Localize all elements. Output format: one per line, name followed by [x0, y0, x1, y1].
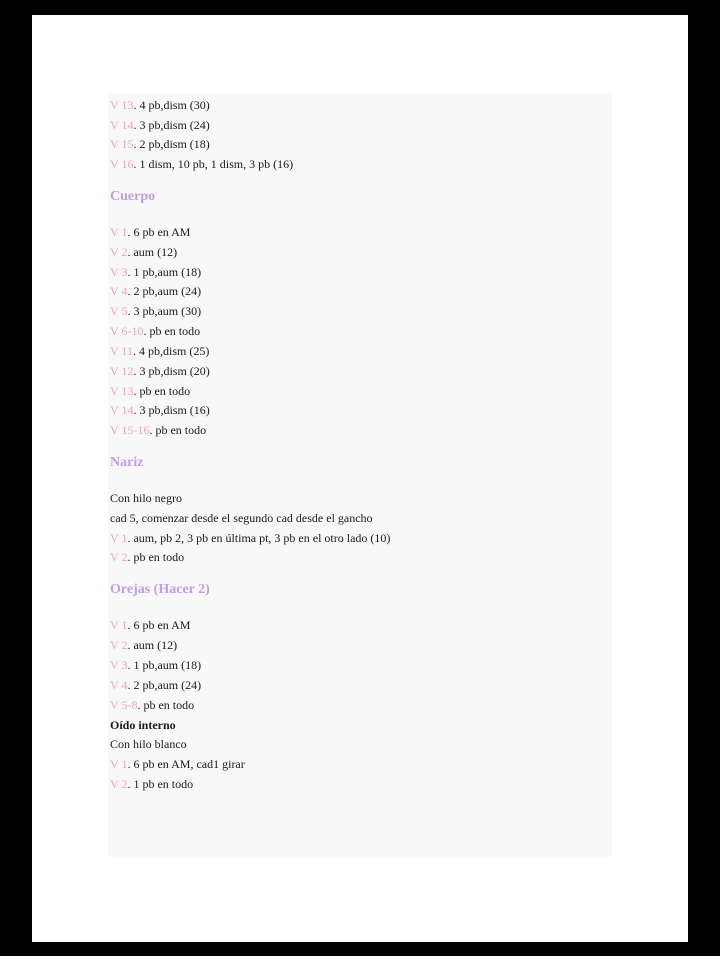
row-label: V 15-16: [110, 423, 150, 437]
row-text: . 1 pb en todo: [127, 777, 194, 791]
document-page: [32, 15, 688, 942]
pattern-row: [110, 118, 210, 132]
row-label: V 15: [110, 137, 134, 151]
instruction-note: cad 5, comenzar desde el segundo cad desde el gancho: [110, 511, 373, 525]
row-label: V 1: [110, 225, 128, 239]
row-label: V 6-10: [110, 324, 144, 338]
pattern-row: [110, 423, 206, 437]
pattern-row: [110, 698, 194, 712]
pattern-row: [110, 658, 201, 672]
row-text: . aum, pb 2, 3 pb en última pt, 3 pb en el otro lado (10): [127, 531, 391, 545]
row-text: . 6 pb en AM, cad1 girar: [127, 757, 245, 771]
pattern-row: [110, 344, 209, 358]
row-label: V 14: [110, 403, 134, 417]
row-text: . 3 pb,dism (16): [133, 403, 210, 417]
section-heading-cuerpo: Cuerpo: [110, 189, 156, 204]
row-label: V 5: [110, 304, 128, 318]
row-text: . pb en todo: [143, 324, 201, 338]
row-label: V 1: [110, 531, 128, 545]
row-label: V 11: [110, 344, 134, 358]
row-text: . pb en todo: [127, 550, 185, 564]
pattern-text-block: [108, 93, 612, 857]
next-page-edge: [0, 956, 720, 962]
row-label: V 2: [110, 638, 128, 652]
row-text: . 3 pb,dism (20): [133, 364, 210, 378]
row-label: V 13: [110, 98, 134, 112]
pattern-row: [110, 384, 190, 398]
row-text: . 1 dism, 10 pb, 1 dism, 3 pb (16): [133, 157, 294, 171]
row-text: . aum (12): [127, 245, 178, 259]
pattern-row: [110, 638, 177, 652]
row-label: V 3: [110, 658, 128, 672]
row-text: . 4 pb,dism (30): [133, 98, 210, 112]
row-text: . pb en todo: [149, 423, 207, 437]
pattern-row: [110, 550, 184, 564]
row-text: . pb en todo: [133, 384, 191, 398]
row-label: V 1: [110, 618, 128, 632]
row-label: V 4: [110, 284, 128, 298]
pattern-row: [110, 137, 210, 151]
row-text: . 3 pb,dism (24): [133, 118, 210, 132]
pattern-row: [110, 531, 390, 545]
pattern-row: [110, 265, 201, 279]
pattern-row: [110, 324, 200, 338]
row-text: . 4 pb,dism (25): [133, 344, 210, 358]
pattern-row: [110, 777, 193, 791]
row-text: . 3 pb,aum (30): [127, 304, 202, 318]
row-label: V 3: [110, 265, 128, 279]
row-label: V 4: [110, 678, 128, 692]
instruction-note: Con hilo blanco: [110, 737, 187, 751]
row-text: . aum (12): [127, 638, 178, 652]
instruction-note: Con hilo negro: [110, 491, 182, 505]
pattern-row: [110, 304, 201, 318]
row-text: . 1 pb,aum (18): [127, 658, 202, 672]
row-label: V 2: [110, 777, 128, 791]
row-label: V 13: [110, 384, 134, 398]
pattern-row: [110, 98, 210, 112]
pattern-row: [110, 618, 190, 632]
row-label: V 12: [110, 364, 134, 378]
row-label: V 2: [110, 550, 128, 564]
subsection-heading-oido-interno: Oído interno: [110, 718, 176, 732]
row-text: . 6 pb en AM: [127, 225, 191, 239]
pattern-row: [110, 225, 190, 239]
row-label: V 16: [110, 157, 134, 171]
row-text: . 2 pb,aum (24): [127, 284, 202, 298]
section-heading-orejas: Orejas (Hacer 2): [110, 582, 210, 597]
pattern-row: [110, 157, 293, 171]
pattern-row: [110, 678, 201, 692]
section-heading-nariz: Nariz: [110, 455, 144, 470]
pattern-row: [110, 364, 210, 378]
row-text: . 2 pb,aum (24): [127, 678, 202, 692]
pattern-row: [110, 403, 210, 417]
row-label: V 1: [110, 757, 128, 771]
pattern-row: [110, 757, 245, 771]
pattern-row: [110, 284, 201, 298]
pattern-row: [110, 245, 177, 259]
row-text: . pb en todo: [137, 698, 195, 712]
row-text: . 1 pb,aum (18): [127, 265, 202, 279]
row-label: V 14: [110, 118, 134, 132]
row-text: . 2 pb,dism (18): [133, 137, 210, 151]
row-text: . 6 pb en AM: [127, 618, 191, 632]
row-label: V 2: [110, 245, 128, 259]
row-label: V 5-8: [110, 698, 138, 712]
